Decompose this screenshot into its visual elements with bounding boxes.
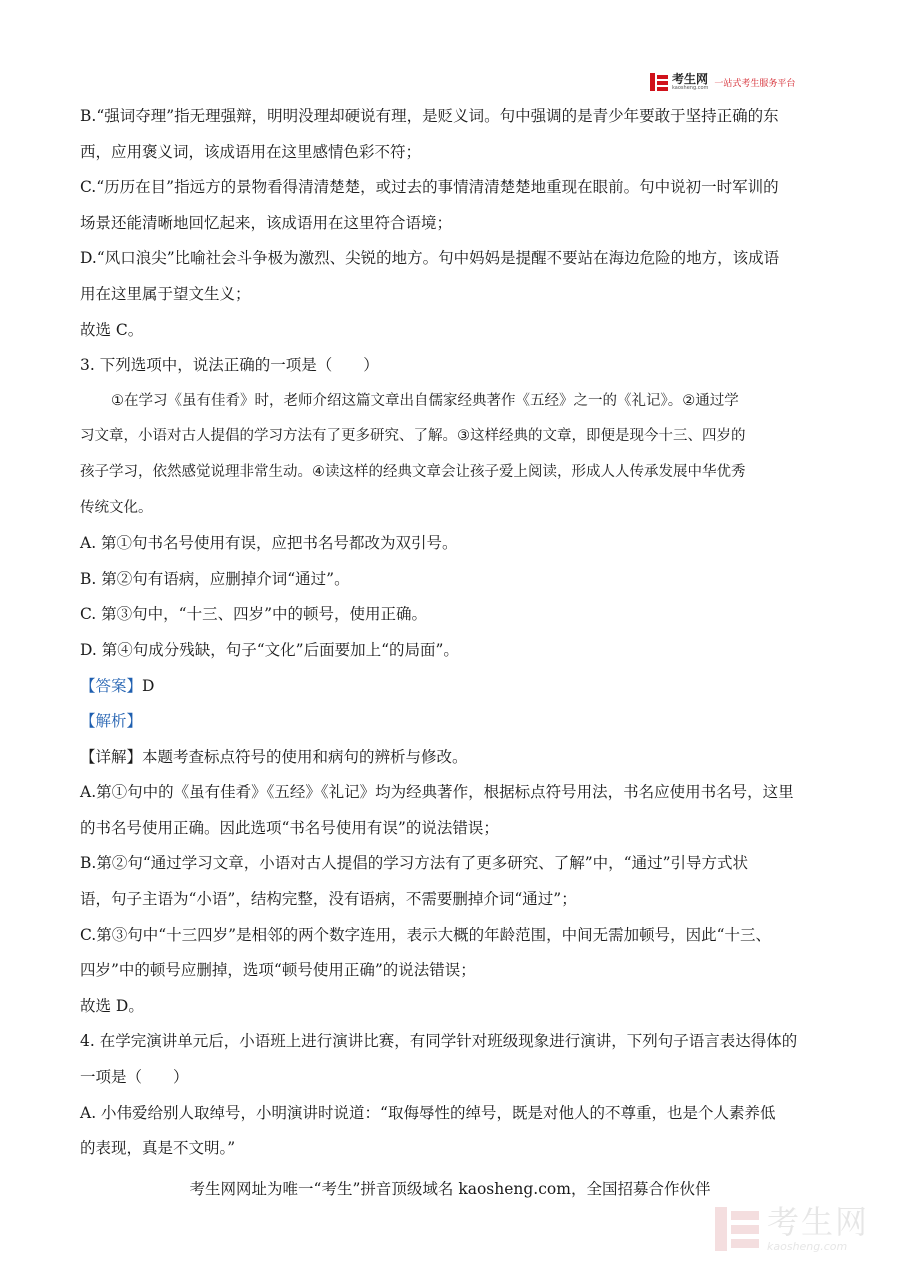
text-line: 西，应用褒义词，该成语用在这里感情色彩不符； bbox=[80, 142, 422, 161]
text-line bbox=[80, 669, 820, 705]
text-line: 的书名号使用正确。因此选项“书名号使用有误”的说法错误； bbox=[80, 818, 499, 837]
text-line: 一项是（ ） bbox=[80, 1068, 189, 1087]
text-line: 语，句子主语为“小语”，结构完整，没有语病，不需要删掉介词“通过”； bbox=[80, 890, 577, 909]
text-line: D. 第④句成分残缺，句子“文化”后面要加上“的局面”。 bbox=[80, 640, 459, 659]
text-line: 故选 C。 bbox=[80, 320, 144, 339]
watermark-text: 考生网 bbox=[767, 1202, 870, 1241]
watermark bbox=[715, 1198, 885, 1260]
text-line: 用在这里属于望文生义； bbox=[80, 284, 251, 303]
text-line: 四岁”中的顿号应删掉，选项“顿号使用正确”的说法错误； bbox=[80, 961, 476, 980]
text-line: 3. 下列选项中，说法正确的一项是（ ） bbox=[80, 356, 379, 375]
text-line: A. 小伟爱给别人取绰号，小明演讲时说道：“取侮辱性的绰号，既是对他人的不尊重，也是个人素养低 bbox=[80, 1103, 776, 1122]
text-line: 【详解】本题考查标点符号的使用和病句的辨析与修改。 bbox=[80, 747, 468, 766]
analysis-label: 【解析】 bbox=[80, 712, 143, 731]
text-line: B. 第②句有语病，应删掉介词“通过”。 bbox=[80, 569, 350, 588]
header-logo bbox=[650, 71, 820, 93]
text-line: 场景还能清晰地回忆起来，该成语用在这里符合语境； bbox=[80, 213, 453, 232]
text-line: 孩子学习，依然感觉说理非常生动。④读这样的经典文章会让孩子爱上阅读，形成人人传承发展中华优秀 bbox=[80, 463, 746, 480]
answer-value: D bbox=[142, 676, 155, 695]
text-line: 习文章，小语对古人提倡的学习方法有了更多研究、了解。③这样经典的文章，即便是现今十三、四岁的 bbox=[80, 428, 746, 445]
text-line: 传统文化。 bbox=[80, 499, 153, 516]
text-line: 的表现，真是不文明。” bbox=[80, 1139, 236, 1158]
text-line: A. 第①句书名号使用有误，应把书名号都改为双引号。 bbox=[80, 534, 458, 553]
text-line: 4. 在学完演讲单元后，小语班上进行演讲比赛，有同学针对班级现象进行演讲，下列句子语言表达得体的 bbox=[80, 1032, 798, 1051]
watermark-logo-icon bbox=[715, 1207, 759, 1251]
document-body bbox=[80, 99, 820, 1167]
logo-slogan: 一站式考生服务平台 bbox=[714, 78, 796, 89]
logo-text: 考生网 bbox=[672, 72, 709, 86]
text-line: D.“风口浪尖”比喻社会斗争极为激烈、尖锐的地方。句中妈妈是提醒不要站在海边危险的地方，该成语 bbox=[80, 249, 780, 268]
text-line: C.第③句中“十三四岁”是相邻的两个数字连用，表示大概的年龄范围，中间无需加顿号，因此“十三、 bbox=[80, 925, 772, 944]
text-line: 故选 D。 bbox=[80, 996, 144, 1015]
text-line: B.“强词夺理”指无理强辩，明明没理却硬说有理，是贬义词。句中强调的是青少年要敢于坚持正确的东 bbox=[80, 107, 779, 125]
text-line: B.第②句“通过学习文章，小语对古人提倡的学习方法有了更多研究、了解”中，“通过”引导方式状 bbox=[80, 854, 749, 873]
page-footer: 考生网网址为唯一“考生”拼音顶级域名 kaosheng.com，全国招募合作伙伴 bbox=[189, 1180, 711, 1198]
kaosheng-logo-icon bbox=[650, 73, 668, 91]
text-line: ①在学习《虽有佳肴》时，老师介绍这篇文章出自儒家经典著作《五经》之一的《礼记》。②通过学 bbox=[111, 392, 739, 409]
text-line: A.第①句中的《虽有佳肴》《五经》《礼记》均为经典著作，根据标点符号用法，书名应使用书名号，这里 bbox=[80, 783, 794, 802]
text-line: C.“历历在目”指远方的景物看得清清楚楚，或过去的事情清清楚楚地重现在眼前。句中说初一时军训的 bbox=[80, 178, 779, 197]
logo-domain: kaosheng.com bbox=[672, 85, 709, 91]
text-line: C. 第③句中，“十三、四岁”中的顿号，使用正确。 bbox=[80, 605, 428, 624]
watermark-domain: kaosheng.com bbox=[767, 1239, 848, 1253]
answer-label: 【答案】 bbox=[80, 676, 143, 695]
